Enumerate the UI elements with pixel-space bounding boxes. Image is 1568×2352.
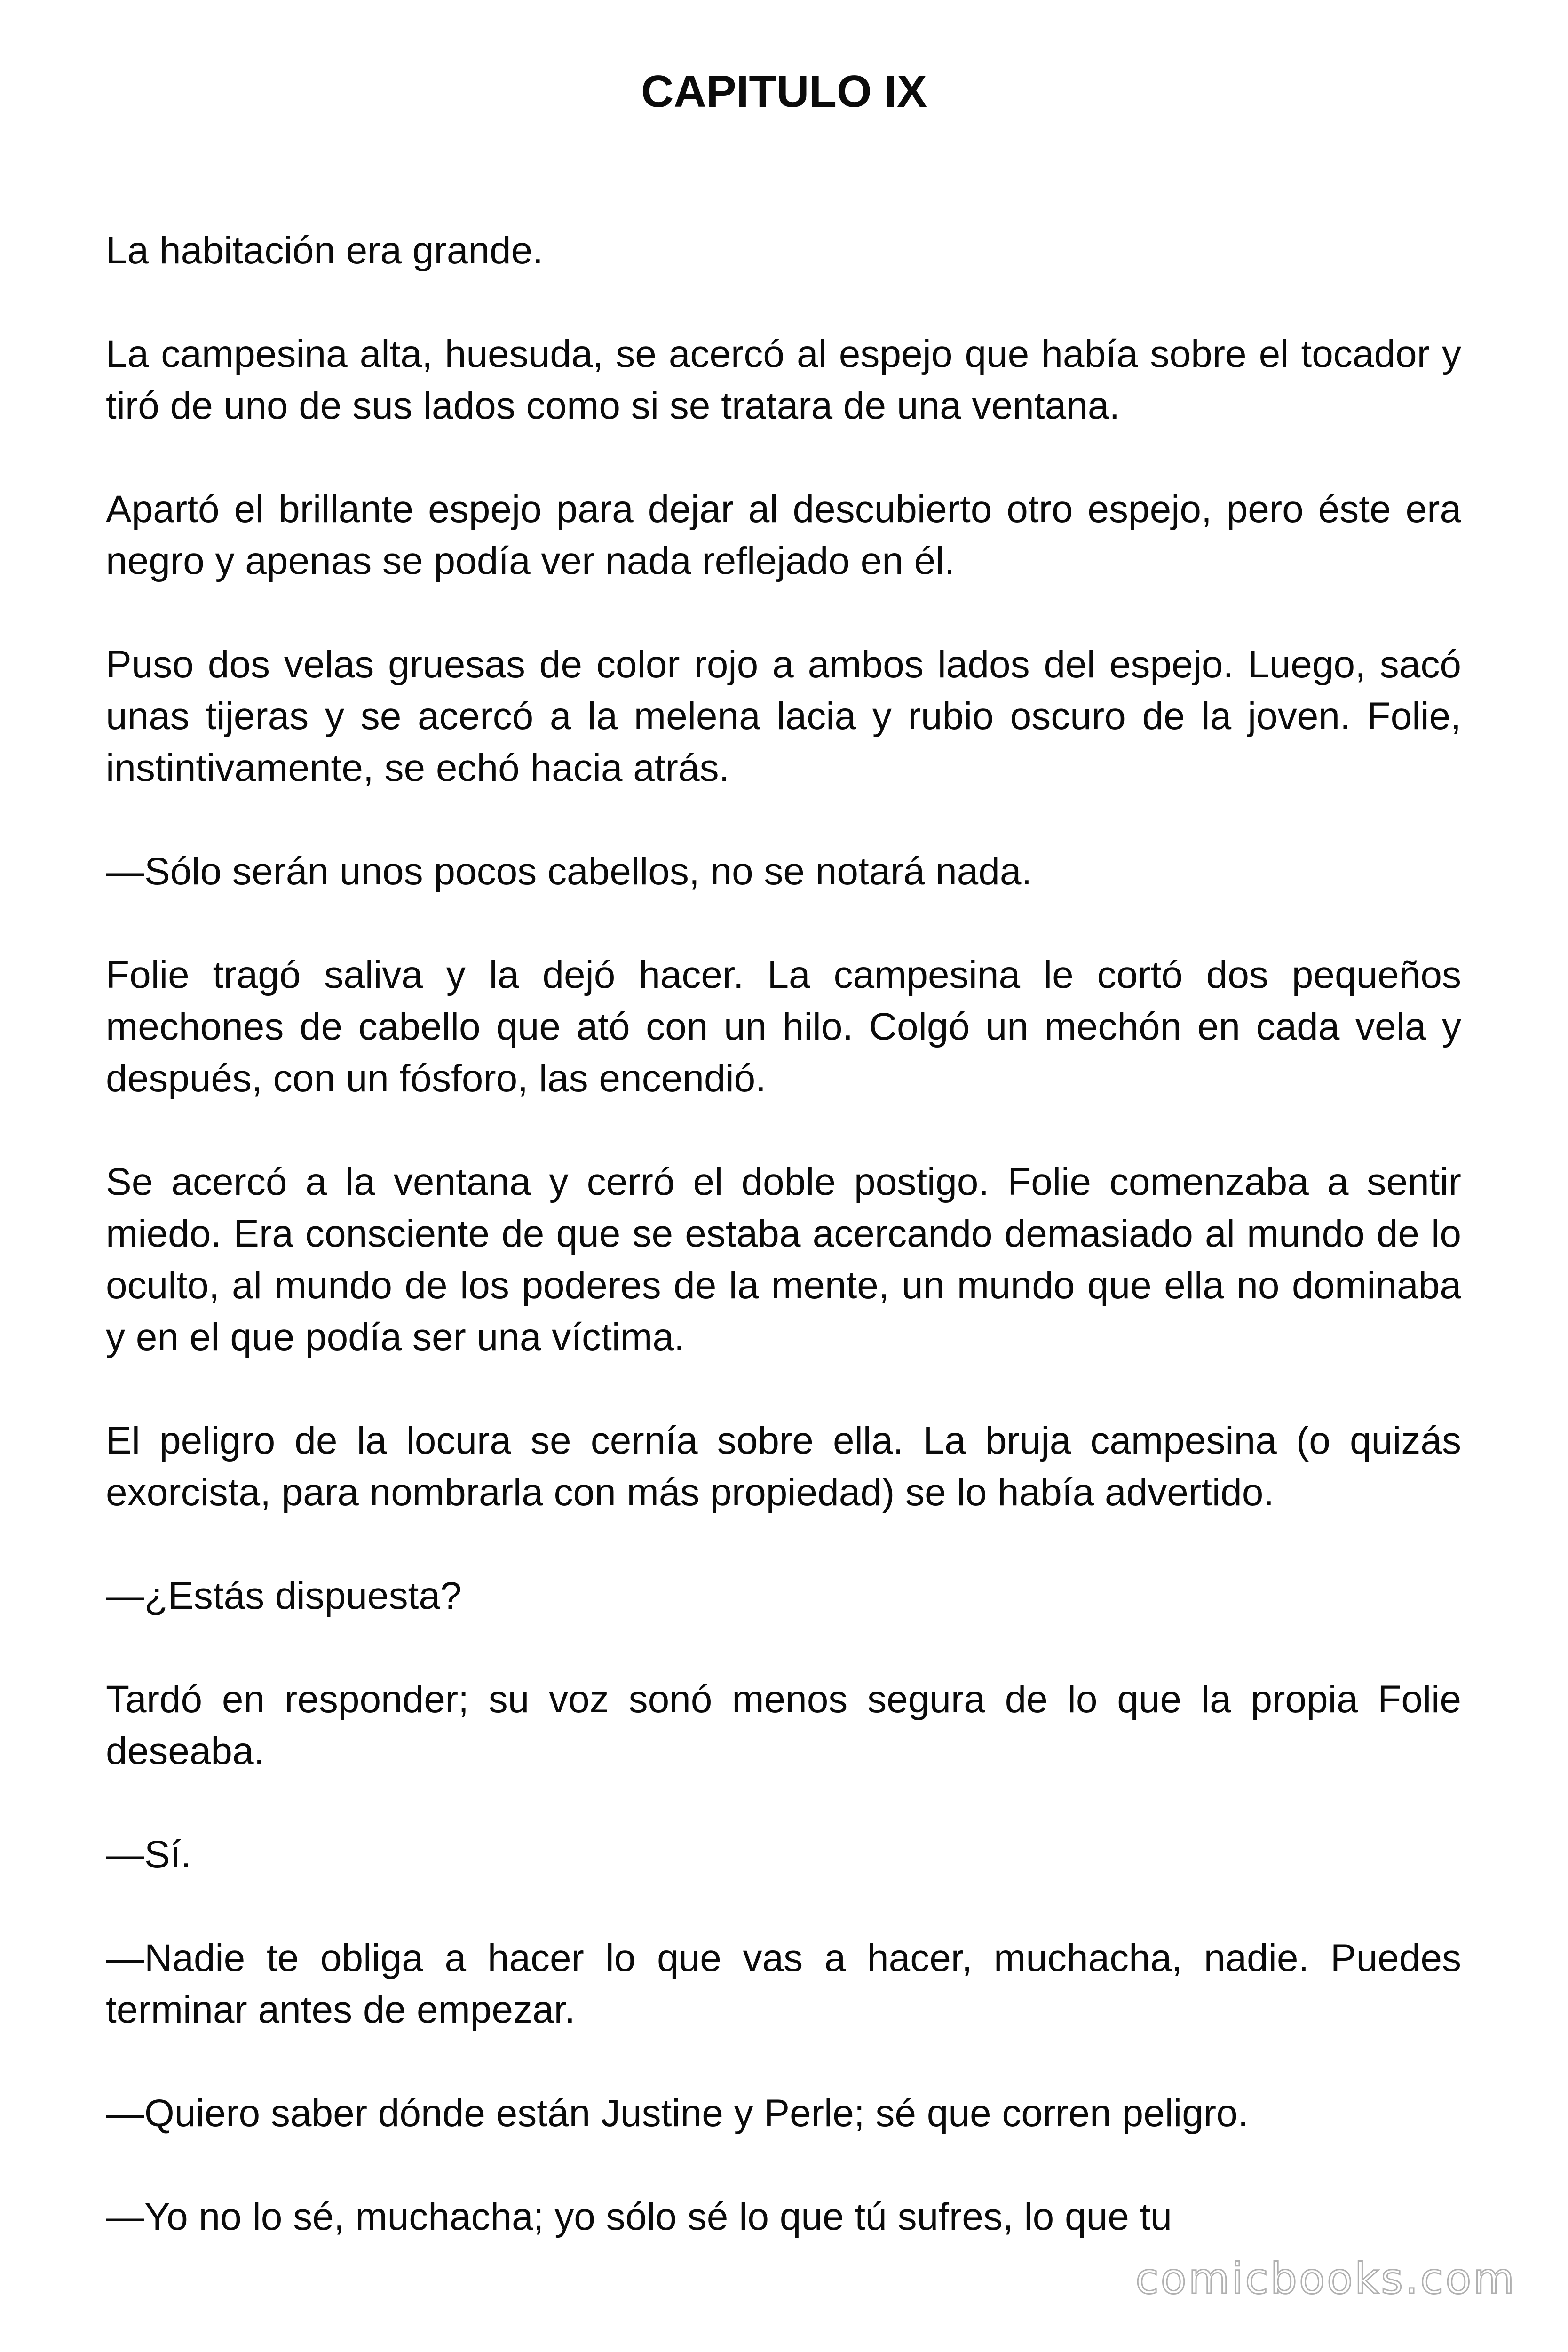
paragraph-3: Apartó el brillante espejo para dejar al descubierto otro espejo, pero éste era negro y apenas se podía ver nada reflejado en él. — [106, 488, 1461, 582]
paragraph-11: —Sí. — [106, 1833, 192, 1876]
paragraph-1: La habitación era grande. — [106, 229, 544, 272]
paragraph-4: Puso dos velas gruesas de color rojo a ambos lados del espejo. Luego, sacó unas tijeras y se acercó a la melena lacia y rubio oscuro de la joven. Folie, instintivamente, se echó hacia atrás. — [106, 643, 1461, 789]
paragraph-7: Se acercó a la ventana y cerró el doble postigo. Folie comenzaba a sentir miedo. Era consciente de que se estaba acercando demasiado al mundo de lo oculto, al mundo de los poderes de la mente, un mundo que ella no dominaba y en el que podía ser una víctima. — [106, 1160, 1461, 1359]
paragraph-10: Tardó en responder; su voz sonó menos segura de lo que la propia Folie deseaba. — [106, 1678, 1461, 1772]
paragraph-6: Folie tragó saliva y la dejó hacer. La campesina le cortó dos pequeños mechones de cabello que ató con un hilo. Colgó un mechón en cada vela y después, con un fósforo, las encendió. — [106, 954, 1461, 1100]
paragraph-14: —Yo no lo sé, muchacha; yo sólo sé lo que tú sufres, lo que tu — [106, 2195, 1172, 2238]
paragraph-13: —Quiero saber dónde están Justine y Perle; sé que corren peligro. — [106, 2092, 1249, 2135]
paragraph-12: —Nadie te obliga a hacer lo que vas a hacer, muchacha, nadie. Puedes terminar antes de empezar. — [106, 1937, 1461, 2031]
paragraph-8: El peligro de la locura se cernía sobre ella. La bruja campesina (o quizás exorcista, para nombrarla con más propiedad) se lo había advertido. — [106, 1419, 1461, 1514]
chapter-title: CAPITULO IX — [641, 66, 927, 117]
paragraph-2: La campesina alta, huesuda, se acercó al espejo que había sobre el tocador y tiró de uno de sus lados como si se tratara de una ventana. — [106, 333, 1461, 427]
paragraph-5: —Sólo serán unos pocos cabellos, no se notará nada. — [106, 850, 1032, 893]
paragraph-9: —¿Estás dispuesta? — [106, 1574, 462, 1617]
watermark: comicbooks.com — [1126, 2253, 1526, 2305]
body-text — [106, 225, 1461, 2243]
